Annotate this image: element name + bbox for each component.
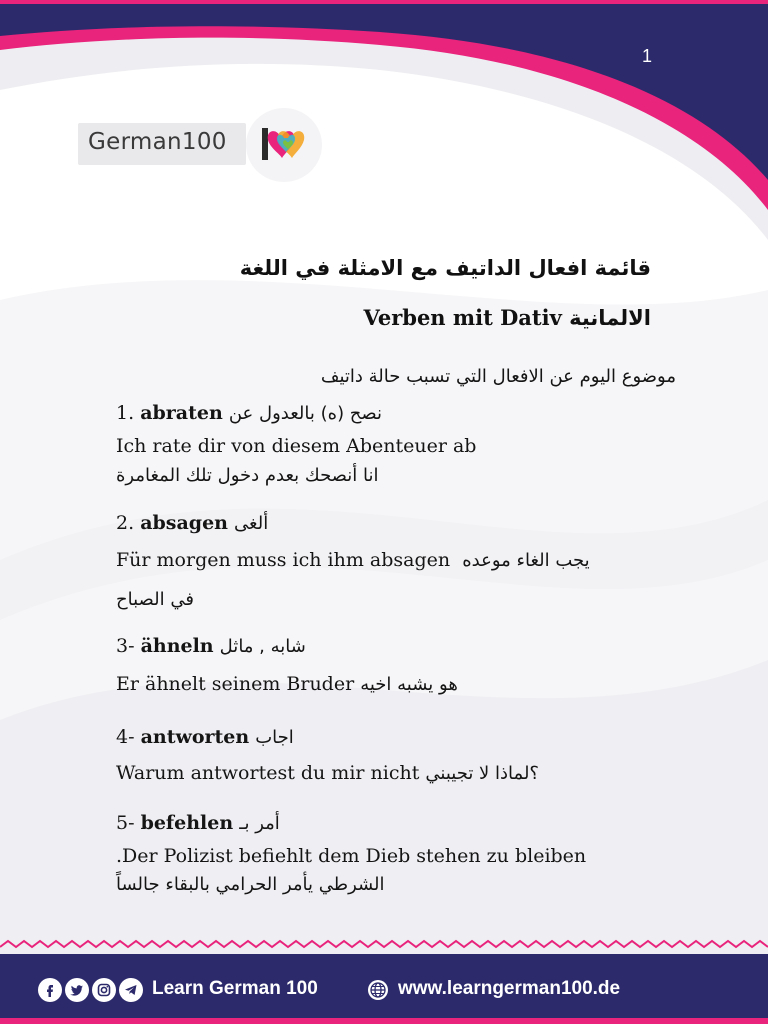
verb-meaning: اجاب <box>255 727 294 748</box>
page-number: 1 <box>641 46 652 66</box>
verb-meaning: ألغى <box>234 513 269 534</box>
example-arabic-inline: هو يشبه اخيه <box>360 674 458 695</box>
subtitle-latin: Verben mit Dativ <box>363 305 562 330</box>
intro-text: موضوع اليوم عن الافعال التي تسبب حالة داتيف <box>320 366 676 387</box>
verb-entry-5 <box>116 812 280 834</box>
verb-number: 3- <box>116 635 135 657</box>
instagram-icon[interactable] <box>92 978 116 1002</box>
verb-entry-2 <box>116 512 268 534</box>
logo-wordmark <box>78 123 246 165</box>
verb-word: ähneln <box>140 635 214 657</box>
verb-entry-3 <box>116 635 306 657</box>
example-german: Für morgen muss ich ihm absagen <box>116 549 451 571</box>
document-subtitle <box>363 305 651 330</box>
logo-icon <box>256 122 316 166</box>
example-german: Warum antwortest du mir nicht <box>116 762 420 784</box>
verb-word: absagen <box>140 512 228 534</box>
verb-meaning: شابه , ماثل <box>219 636 306 657</box>
verb-number: 5- <box>116 812 135 834</box>
example-arabic: انا أنصحك بعدم دخول تلك المغامرة <box>116 465 379 486</box>
example-german: Er ähnelt seinem Bruder <box>116 673 355 695</box>
example-arabic: الشرطي يأمر الحرامي بالبقاء جالساً <box>116 874 385 895</box>
footer-accent-strip <box>0 1018 768 1024</box>
example-line <box>116 549 590 571</box>
verb-word: abraten <box>140 402 223 424</box>
subtitle-arabic: الالمانية <box>569 306 651 330</box>
verb-meaning: نصح (ه) بالعدول عن <box>228 403 383 424</box>
footer-website-link[interactable]: www.learngerman100.de <box>398 978 621 999</box>
verb-meaning: أمر بـ <box>239 813 280 834</box>
example-arabic: في الصباح <box>116 589 194 610</box>
verb-number: 1. <box>116 402 135 424</box>
example-line <box>116 673 458 695</box>
example-german: Ich rate dir von diesem Abenteuer ab <box>116 435 477 457</box>
logo-text: German100 <box>88 129 227 155</box>
verb-word: befehlen <box>140 812 234 834</box>
globe-icon <box>367 979 389 1001</box>
verb-number: 4- <box>116 726 135 748</box>
verb-entry-1 <box>116 402 382 424</box>
footer-brand: Learn German 100 <box>152 978 318 999</box>
telegram-icon[interactable] <box>119 978 143 1002</box>
verb-number: 2. <box>116 512 135 534</box>
twitter-icon[interactable] <box>65 978 89 1002</box>
verb-word: antworten <box>140 726 250 748</box>
facebook-icon[interactable] <box>38 978 62 1002</box>
example-line <box>116 762 539 784</box>
example-arabic-inline: يجب الغاء موعده <box>462 550 590 571</box>
verb-entry-4 <box>116 726 294 748</box>
document-title: قائمة افعال الداتيف مع الامثلة في اللغة <box>239 256 651 280</box>
example-german: .Der Polizist befiehlt dem Dieb stehen zu bleiben <box>116 845 587 867</box>
example-arabic-inline: ؟لماذا لا تجيبني <box>425 763 539 784</box>
